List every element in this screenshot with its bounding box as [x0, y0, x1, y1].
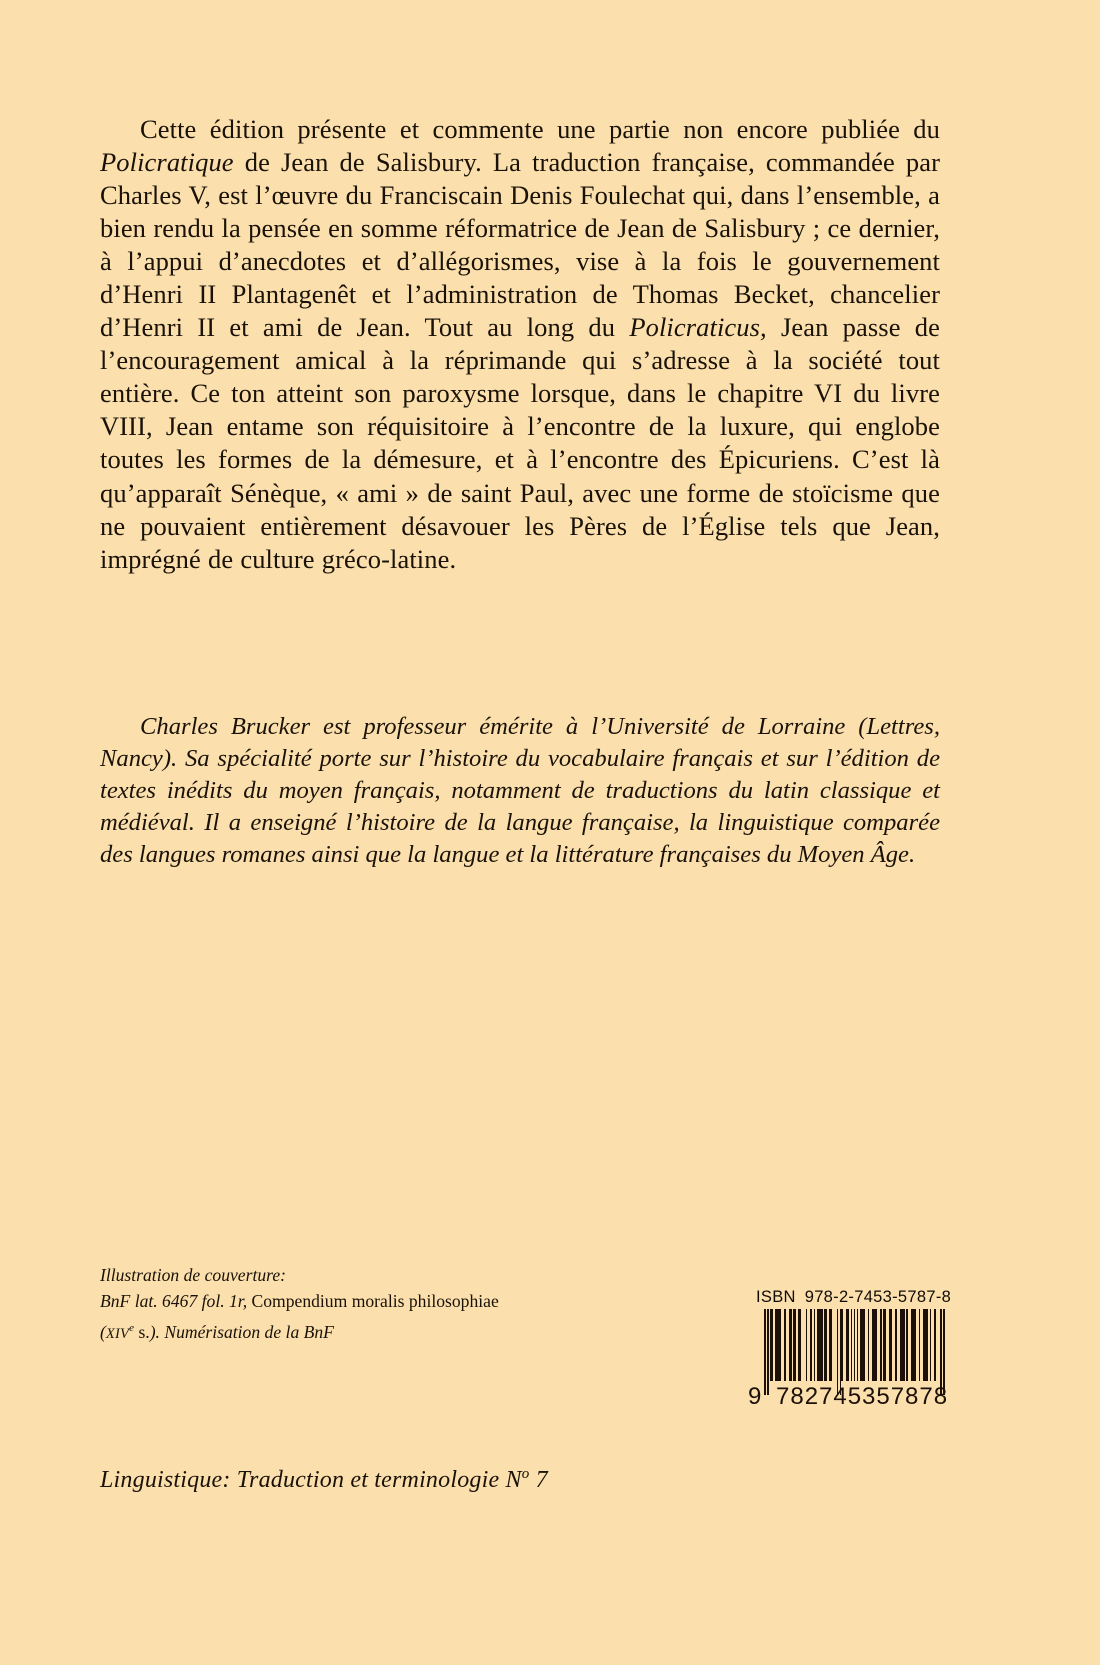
credit-century-numeral: XIV: [105, 1325, 130, 1342]
author-biography-paragraph: Charles Brucker est professeur émérite à l’Université de Lorraine (Lettres, Nancy). Sa spécialité porte sur l’histoire du vocabulaire français et sur l’édition de textes inédits du moyen français, notamment de traductions du latin classique et médiéval. Il a enseigné l’histoire de la langue française, la linguistique comparée des langues romanes ainsi que la langue et la littérature françaises du Moyen Âge.: [100, 712, 940, 869]
barcode-block: [748, 1288, 952, 1417]
series-number-marker: o: [521, 1466, 530, 1482]
barcode-digit-lead: 9: [748, 1383, 763, 1410]
blurb-text-part-2: de Jean de Salisbury. La traduction française, commandée par Charles V, est l’œuvre du Franciscain Denis Foulechat qui, dans l’ensemble, a bien rendu la pensée en somme réformatrice de Jean de Salisbury ; ce dernier, à l’appui d’anecdotes et d’allégorismes, vise à la fois le gouvernement d’Henri II Plantagenêt et l’administration de Thomas Becket, chancelier d’Henri II et ami de Jean. Tout au long du: [100, 146, 940, 343]
isbn-line: [756, 1288, 952, 1307]
blurb-text-part-3: Jean passe de l’encouragement amical à la réprimande qui s’adresse à la société tout entière. Ce ton atteint son paroxysme lorsque, dans le chapitre VI du livre VIII, Jean entame son réquisitoire à l’encontre de la luxure, qui englobe toutes les formes de la démesure, et à l’encontre des Épicuriens. C’est là qu’apparaît Sénèque, « ami » de saint Paul, avec une forme de stoïcisme que ne pouvaient entièrement désavouer les Pères de l’Église tels que Jean, imprégné de culture gréco-latine.: [100, 312, 940, 574]
blurb-title-policratique: Policratique: [100, 146, 234, 177]
barcode-graphic: [750, 1309, 948, 1417]
barcode-digits-left: 782745: [776, 1383, 863, 1410]
isbn-label: ISBN: [756, 1288, 796, 1306]
credit-line-source: [100, 1288, 700, 1314]
credit-digitization-note: ). Numérisation de la BnF: [149, 1321, 334, 1342]
barcode-digits: [750, 1383, 948, 1409]
barcode-digits-right: 357878: [862, 1383, 949, 1410]
isbn-value: 978-2-7453-5787-8: [804, 1288, 952, 1306]
book-description-paragraph: [100, 113, 940, 576]
credit-paren-open: (: [100, 1321, 106, 1342]
credit-line-date: [100, 1315, 700, 1347]
credit-manuscript-reference: BnF lat. 6467 fol. 1r,: [100, 1291, 248, 1312]
credit-manuscript-title: Compendium moralis philosophiae: [247, 1291, 499, 1312]
credit-line-heading: Illustration de couverture:: [100, 1265, 286, 1285]
series-label: Linguistique: Traduction et terminologie N: [100, 1467, 522, 1493]
series-number: 7: [529, 1467, 548, 1493]
credit-century-abbrev: s.: [134, 1321, 150, 1342]
blurb-text-part-1: Cette édition présente et commente une partie non encore publiée du: [140, 113, 940, 144]
series-line: [100, 1466, 548, 1494]
blurb-title-policraticus: Policraticus,: [629, 312, 767, 343]
credit-century-ordinal: e: [129, 1321, 135, 1334]
cover-illustration-credit: [100, 1262, 700, 1347]
